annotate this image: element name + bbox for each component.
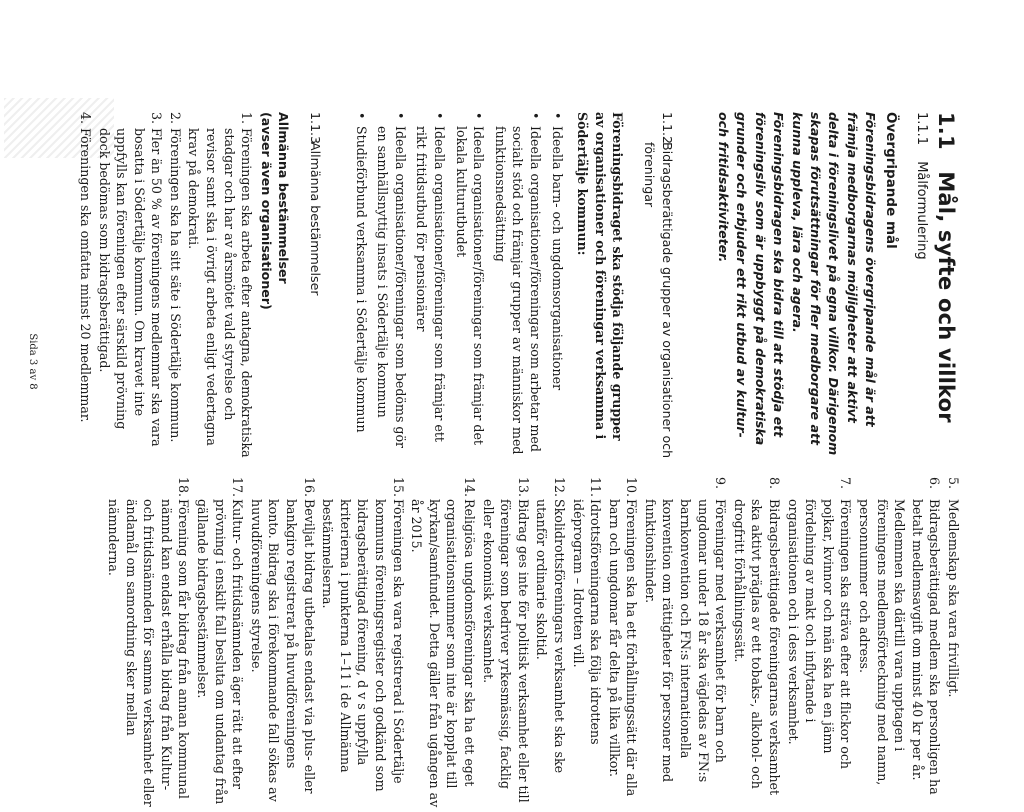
item-number: 13.: [515, 477, 531, 498]
goal-text: Föreningsbidragens övergripande mål är att främja medborgarnas möjligheter att aktivt delta i föreningslivet på egna villkor. Därigenom skapas förutsättningar för fler medborgare att kunna uppleva, lära och agera. Föreningsbidragen ska bidra till att stödja ett föreningsliv som är uppbyggt på demokratiska grunder och erbjuder ett rikt utbud av kultur- och fritidsaktiviteter.: [715, 112, 879, 456]
page-heading: [934, 112, 958, 460]
item-text: Fler än 50 % av föreningens medlemmar ska vara bosatta i Södertälje kommun. Om kravet inte uppfylls kan föreningen efter särskild prövning dock bedömas som bidragsberättigad.: [96, 128, 165, 447]
list-item: [855, 477, 943, 812]
item-number: 4.: [77, 112, 93, 125]
item-number: 11.: [588, 477, 604, 498]
item-number: 1.: [239, 112, 255, 125]
item-text: Förening som får bidrag från annan kommunal nämnd kan endast erhålla bidrag från Kultur- och fritidsnämnden för samma verksamhet eller ändamål om samordning sker mellan nämnderna.: [106, 499, 192, 807]
item-number: 2.: [167, 112, 183, 125]
list-item: • Ideella organisationer/föreningar som främjar det lokala kulturutbudet: [452, 112, 487, 460]
list-item: [76, 112, 94, 460]
item-number: 12.: [551, 477, 567, 498]
item-text: Idrottsföreningarna ska följa idrottens idéprogram – Idrotten vill.: [570, 499, 604, 745]
rules-list-left: [76, 112, 255, 460]
list-item: [944, 477, 962, 812]
left-column: [75, 112, 958, 460]
eligible-groups-list: [352, 112, 566, 460]
right-column: [100, 477, 965, 812]
list-item: [408, 477, 478, 812]
item-text: Föreningen ska vara registrerad i Södertälje kommuns föreningsregister och godkänd som bidragsberättigad förening, d v s uppfylla kriterierna i punkterna 1–11 i de Allmänna bestämmelserna.: [320, 499, 406, 792]
item-number: 17.: [230, 477, 246, 498]
list-item: • Ideella organisationer/föreningar som främjar ett rikt fritidsutbud för pensionärer: [413, 112, 448, 460]
item-text: Bidragsberättigad medlem ska personligen ha betalt medlemsavgift om minst 40 kr per år. Medlemmen ska därtill vara upptagen i föreningens medlemsförteckning med namn, personnummer och adress.: [857, 499, 943, 795]
rules-heading: Allmänna bestämmelser: [276, 112, 292, 284]
item-text: Föreningen ska ha sitt säte i Södertälje kommun.: [167, 128, 183, 443]
goal-heading: Övergripande mål: [882, 112, 899, 249]
list-item: [533, 477, 568, 812]
goal-block: [714, 112, 899, 460]
item-text: Föreningar med verksamhet för barn och ungdomar under 18 år ska vägledas av FN:s barnkonvention och FN:s internationella konvention om rättigheter för personer med funktionshinder.: [642, 499, 729, 783]
item-number: 14.: [461, 477, 477, 498]
list-item: [185, 112, 255, 460]
item-text: Bidrag ges inte för politisk verksamhet eller till föreningar som bedriver yrkesmässig, facklig eller ekonomisk verksamhet.: [480, 499, 531, 803]
section-113-heading: [306, 112, 324, 460]
list-item: [105, 477, 193, 812]
item-number: 6.: [927, 477, 943, 490]
item-text: Föreningen ska sträva efter att flickor och pojkar, kvinnor och män ska ha en jämn fördelning av makt och inflytande i organisationen och i dess verksamhet.: [785, 499, 854, 770]
list-item: • Studieförbund verksamma i Södertälje kommun: [352, 112, 370, 460]
item-number: 8.: [767, 477, 783, 490]
rules-heading-note: (avser även organisationer): [258, 112, 274, 310]
section-112-number: 1.1.2: [659, 112, 675, 145]
list-item: [319, 477, 407, 812]
list-item: • Ideella barn- och ungdomsorganisationer: [548, 112, 566, 460]
item-text: Medlemskap ska vara frivilligt.: [946, 499, 961, 698]
section-113-number: 1.1.3: [308, 112, 324, 145]
item-text: Kultur- och fritidsnämnden äger rätt att efter prövning i enskilt fall besluta om undantag från gällande bidragsbestämmelser.: [195, 499, 246, 805]
item-number: 10.: [624, 477, 640, 498]
page-number: Sida 3 av 8: [27, 333, 38, 390]
rules-list-right: [101, 477, 963, 812]
list-item: [641, 477, 729, 812]
list-item: [193, 477, 246, 812]
item-text: Föreningen ska omfatta minst 20 medlemmar.: [77, 128, 93, 423]
list-item: • Ideella organisationer/föreningar som bedöms gör en samhällsnyttig insats i Södertälje kommun: [374, 112, 409, 460]
section-111-title: Målformulering: [914, 161, 930, 260]
item-text: Beviljat bidrag utbetalas endast via plus- eller bankgiro registrerat på huvudföreningens konto. Bidrag ska i förekommande fall sökas av huvudföreningens styrelse.: [248, 499, 317, 802]
list-item: [784, 477, 854, 812]
item-text: Bidragsberättigade föreningarnas verksamhet ska aktivt präglas av ett tobaks-, alkohol- och drogfritt förhållningssätt.: [731, 499, 783, 796]
list-item: • Ideella organisationer/föreningar som arbetar med socialt stöd och främjar grupper av människor med funktionsnedsättning: [491, 112, 544, 460]
section-111-heading: [913, 112, 931, 460]
section-113-title: Allmänna bestämmelser: [308, 142, 324, 296]
section-112-intro: Föreningsbidraget ska stödja följande grupper av organisationer och föreningar verksamma i Södertälje kommun:: [575, 112, 626, 441]
item-number: 9.: [713, 477, 729, 490]
list-item: [569, 477, 604, 812]
heading-title: Mål, syfte och villkor: [934, 171, 958, 423]
list-item: [479, 477, 532, 812]
item-text: Föreningen ska ha ett förhållningssätt där alla barn och ungdomar får delta på lika villkor.: [606, 499, 640, 797]
list-item: [730, 477, 783, 812]
heading-number: 1.1: [934, 112, 958, 150]
section-111-number: 1.1.1: [914, 112, 930, 146]
list-item: [95, 112, 165, 460]
item-text: Religiösa ungdomsföreningar ska ha ett eget organisationsnummer som inte är kopplat till kyrkan/samfundet. Detta gäller från ugången av år 2015.: [409, 499, 477, 808]
item-number: 18.: [176, 477, 192, 498]
section-112-heading: [640, 112, 675, 460]
list-item: [605, 477, 640, 812]
item-number: 3.: [149, 112, 165, 125]
section-112-title: Bidragsberättigade grupper av organisationer och föreningar: [641, 142, 675, 459]
item-number: 7.: [838, 477, 854, 490]
item-number: 5.: [946, 477, 961, 490]
list-item: [247, 477, 317, 812]
item-text: Föreningen ska arbeta efter antagna, demokratiska stadgar och har av årsmötet vald styrelse och revisor samt ska i övrigt arbeta enligt vedertagna krav på demokrati.: [186, 128, 255, 458]
item-text: Skolidrottsföreningars verksamhet ska ske utanför ordinarie skoltid.: [534, 499, 567, 774]
list-item: [166, 112, 184, 460]
item-number: 15.: [390, 477, 406, 498]
item-number: 16.: [301, 477, 317, 498]
